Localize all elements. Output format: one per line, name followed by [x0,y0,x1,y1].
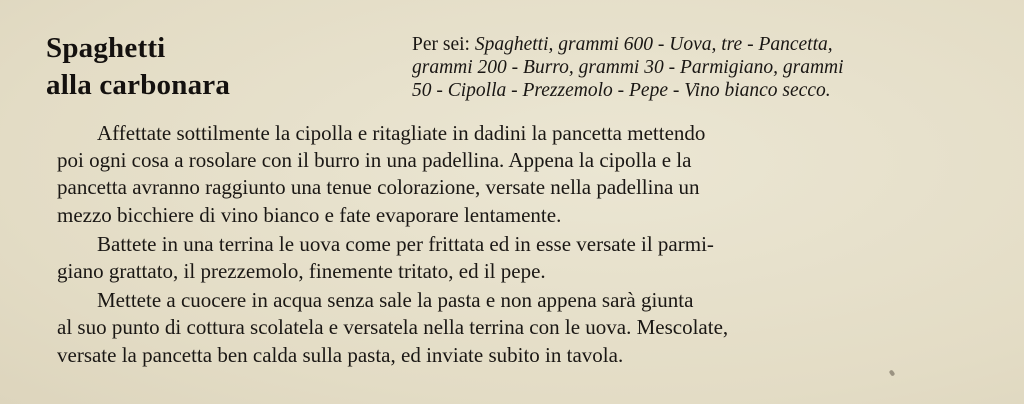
recipe-instructions [57,120,987,369]
paragraph-line: pancetta avranno raggiunto una tenue colorazione, versate nella padellina un [57,175,700,200]
instruction-paragraph [57,287,987,369]
paragraph-line: mezzo bicchiere di vino bianco e fate evaporare lentamente. [57,202,562,227]
recipe-title [46,30,346,104]
paragraph-line: versate la pancetta ben calda sulla pasta, ed inviate subito in tavola. [57,342,624,367]
ingredients-block [412,33,992,102]
instruction-paragraph [57,231,987,285]
paragraph-line: giano grattato, il prezzemolo, finemente tritato, ed il pepe. [57,259,546,284]
paragraph-line: al suo punto di cottura scolatela e versatela nella terrina con le uova. Mescolate, [57,315,729,340]
recipe-title-line: Spaghetti [46,32,166,64]
ingredients-text: Spaghetti, grammi 600 - Uova, tre - Pancetta, [474,34,833,55]
ingredients-line: 50 - Cipolla - Prezzemolo - Pepe - Vino bianco secco. [412,80,831,101]
ingredients-lead: Per sei: [412,34,470,55]
ingredients-line [412,33,992,56]
instruction-paragraph [57,120,987,229]
recipe-title-line: alla carbonara [46,69,231,101]
paragraph-line: Battete in una terrina le uova come per frittata ed in esse versate il parmi- [97,231,714,256]
paper-speck [889,369,896,376]
paragraph-line: Affettate sottilmente la cipolla e ritagliate in dadini la pancetta mettendo [97,121,706,145]
paragraph-line: poi ogni cosa a rosolare con il burro in una padellina. Appena la cipolla e la [57,148,692,173]
ingredients-line: grammi 200 - Burro, grammi 30 - Parmigiano, grammi [412,57,844,78]
paragraph-line: Mettete a cuocere in acqua senza sale la pasta e non appena sarà giunta [97,288,694,313]
